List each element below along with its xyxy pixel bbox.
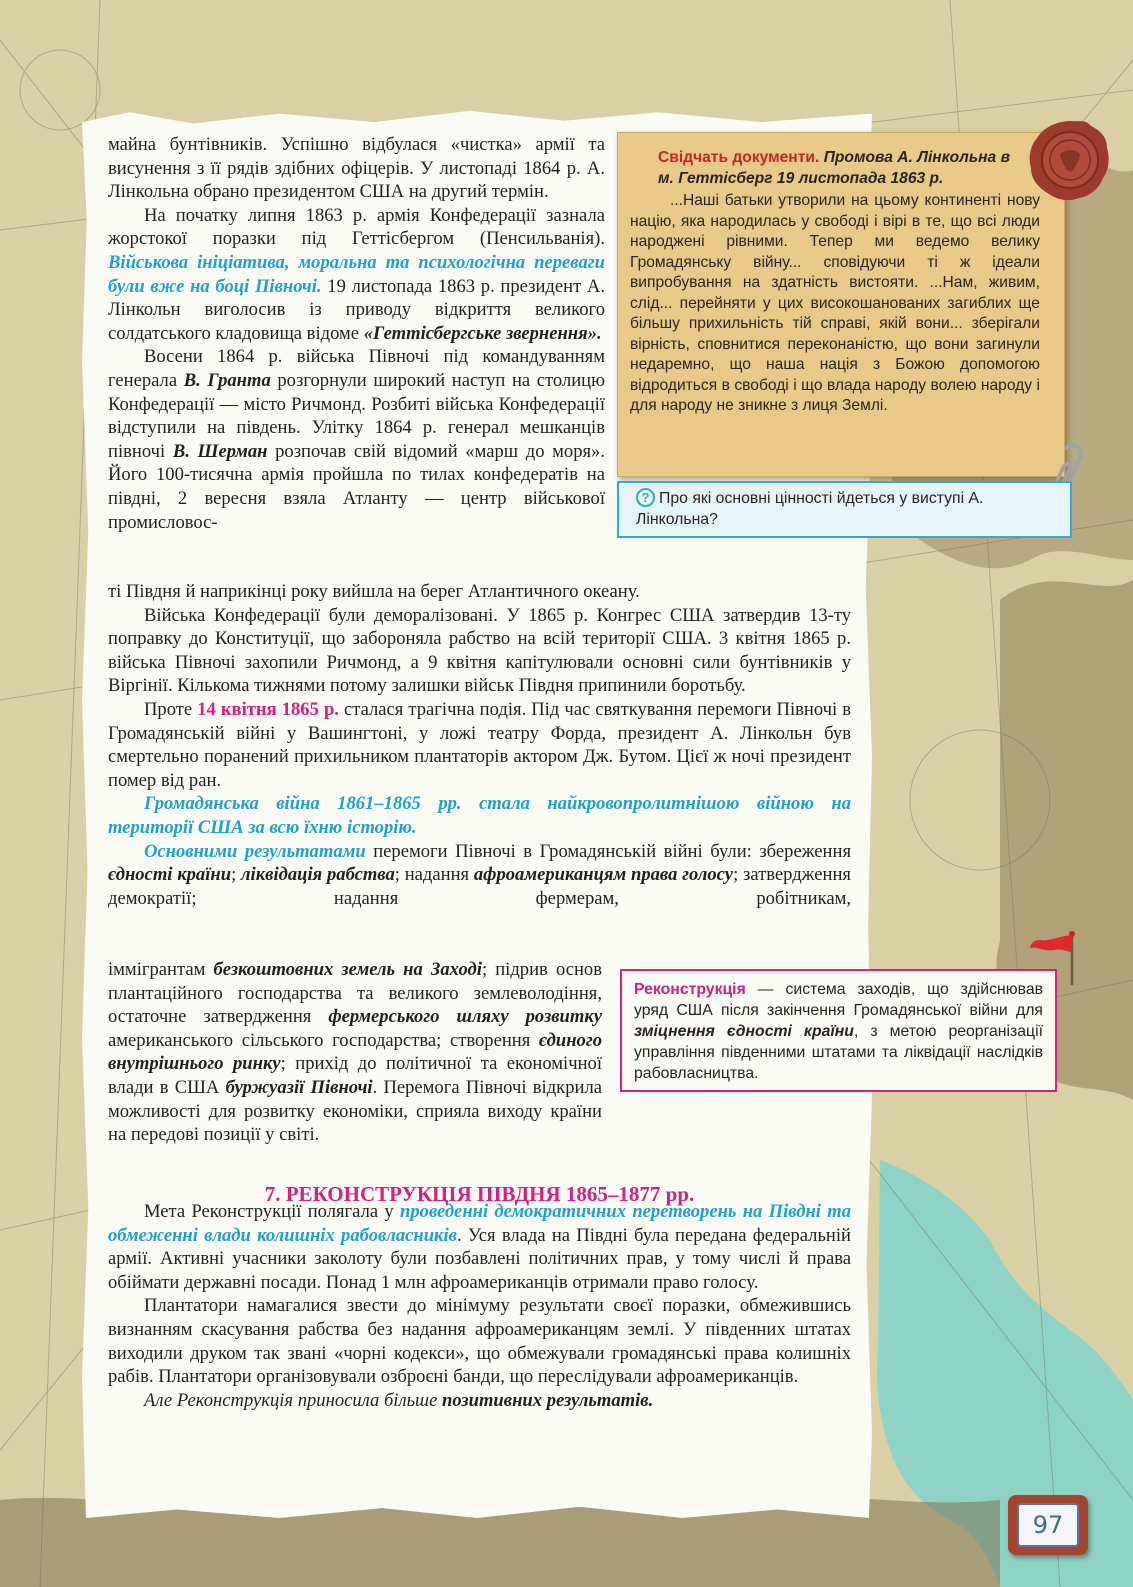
paragraph: майна бунтівників. Успішно відбулася «чистка» армії та висунення з її рядів здібних офіцерів. У листопаді 1864 р. А. Лінкольна обрано президентом США на другий термін. [108, 134, 605, 203]
page-number: 97 [1017, 1503, 1079, 1547]
paragraph: Плантатори намагалися звести до мінімуму результати своєї поразки, обмежившись визнанням скасування рабства без надання афроамериканцям землі. У південних штатах виходили друком так звані «чорні кодекси», що обмежували громадянські права колишніх рабів. Плантатори організовували озброєні банди, що переслідували афроамериканців. [108, 1295, 851, 1388]
section-heading: 7. РЕКОНСТРУКЦІЯ ПІВДНЯ 1865–1877 рр. [264, 1182, 695, 1206]
wax-seal-icon [1027, 118, 1111, 202]
paragraph: Основними результатами перемоги Півночі в Громадянській війні були: збереження єдності країни; ліквідація рабства; надання афроамериканцям права голосу; затвердження демократії; надання фермерам, робітникам, [108, 840, 852, 909]
paragraph: Восени 1864 р. війська Півночі під командуванням генерала В. Гранта розгорнули широкий наступ на столицю Конфедерації — місто Ричмонд. Розбиті війська Конфедерації відступили на південь. Улітку 1864 р. генерал мешканців півночі В. Шерман розпочав свій відомий «марш до моря». Його 100-тисячна армія пройшла по тилах конфедератів на півдні, 2 вересня взяла Атланту — центр військової промисловос- [108, 346, 606, 533]
highlight-cyan: проведенні демократичних перетворень на Півдні та обмеженні влади колишніх рабовласників [108, 1201, 851, 1246]
question-box [617, 481, 1072, 538]
document-quote-box [617, 132, 1065, 477]
emphasis: «Геттісбергське звернення». [363, 322, 602, 344]
paragraph: Але Реконструкція приносила більше позитивних результатів. [144, 1389, 654, 1411]
highlight-date: 14 квітня 1865 р. [197, 698, 339, 720]
paragraph: Війська Конфедерації були деморалізовані. У 1865 р. Конгрес США затвердив 13-ту поправку до Конституції, що забороняла рабство на всій території США. 3 квітня 1865 р. війська Півночі захопили Ричмонд, а 9 квітня капітулювали основні сили бунтівників у Віргінії. Кількома тижнями потому залишки військ Півдня припинили боротьбу. [108, 604, 851, 697]
emphasis: В. Гранта [183, 369, 271, 391]
paragraph: Мета Реконструкції полягала у проведенні демократичних перетворень на Півдні та обмеженні влади колишніх рабовласників. Уся влада на Півдні була передана федеральній армії. Активні учасники заколоту були позбавлені політичних прав, у тому числі й права обіймати державні посади. Понад 1 млн афроамериканців отримали право голосу. [108, 1201, 851, 1293]
text-column-middle [108, 580, 851, 910]
text-column-results [108, 958, 602, 1147]
document-heading [630, 148, 1040, 189]
document-title: Промова А. Лінкольна в м. Геттісберг 19 листопада 1863 р. [658, 149, 1010, 187]
paragraph: Проте 14 квітня 1865 р. сталася трагічна подія. Під час святкування перемоги Півночі в Громадянській війні у Вашингтоні, у ложі театру Форда, президент А. Лінкольн був смертельно поранений прихильником плантаторів актором Дж. Бутом. Цієї ж ночі президент помер від ран. [108, 698, 851, 791]
highlight-cyan: Громадянська війна 1861–1865 рр. стала найкровопролитнішою війною на території США за всю їхню історію. [108, 793, 851, 838]
paragraph: іммігрантам безкоштовних земель на Заході; підрив основ плантаційного господарства та великого землеволодіння, остаточне затвердження фермерського шляху розвитку американського сільського господарства; створення єдиного внутрішнього ринку; прихід до політичної та економічної влади в США буржуазії Півночі. Перемога Півночі відкрила можливості для розвитку економіки, сприяла виходу країни на передові позиції у світі. [108, 959, 602, 1146]
definition-term: Реконструкція [634, 981, 746, 998]
emphasis: зміцнення єдності країни [634, 1023, 854, 1040]
emphasis: В. Шерман [172, 440, 268, 462]
paragraph: На початку липня 1863 р. армія Конфедерації зазнала жорстокої поразки під Геттісбергом (Пенсильванія). Військова ініціатива, моральна та психологічна переваги були вже на боці Півночі. 19 листопада 1863 р. президент А. Лінкольн виголосив із приводу відкриття великого солдатського кладовища відоме «Геттісбергське звернення». [108, 204, 606, 344]
page-number-badge [1008, 1495, 1088, 1555]
paragraph: ті Півдня й наприкінці року вийшла на берег Атлантичного океану. [108, 581, 640, 602]
question-text: Про які основні цінності йдеться у виступі А. Лінкольна? [636, 490, 984, 528]
question-icon: ? [636, 488, 655, 507]
definition-box: Реконструкція — система заходів, що здійснював уряд США після закінчення Громадянської війни для зміцнення єдності країни, з метою реорганізації управління південними штатами та ліквідації наслідків рабовласництва. [620, 969, 1057, 1092]
document-label: Свідчать документи. [658, 149, 820, 166]
text-column-bottom [108, 1200, 851, 1412]
highlight-cyan: Військова ініціатива, моральна та психологічна переваги були вже на боці Півночі. [108, 251, 605, 297]
document-quote: ...Наші батьки утворили на цьому континенті нову націю, яка народилась у свободі і вірі в те, що всі люди народжені рівними. Тепер ми ведемо велику Громадянську війну... сповідуючи ті ж ідеали випробування на здатність вистояти. ...Нам, живим, слід... перейняти у цих високошанованих загиблих ще більшу прихильність тій справі, якій вони... зберігали вірність, сповнитися переконаністю, що вони загинули недаремно, що наша нація з Божою допомогою відродиться в свободі і що влада народу волею народу і для народу не зникне з лиця Землі. [630, 192, 1040, 414]
text-column-top [108, 133, 605, 534]
